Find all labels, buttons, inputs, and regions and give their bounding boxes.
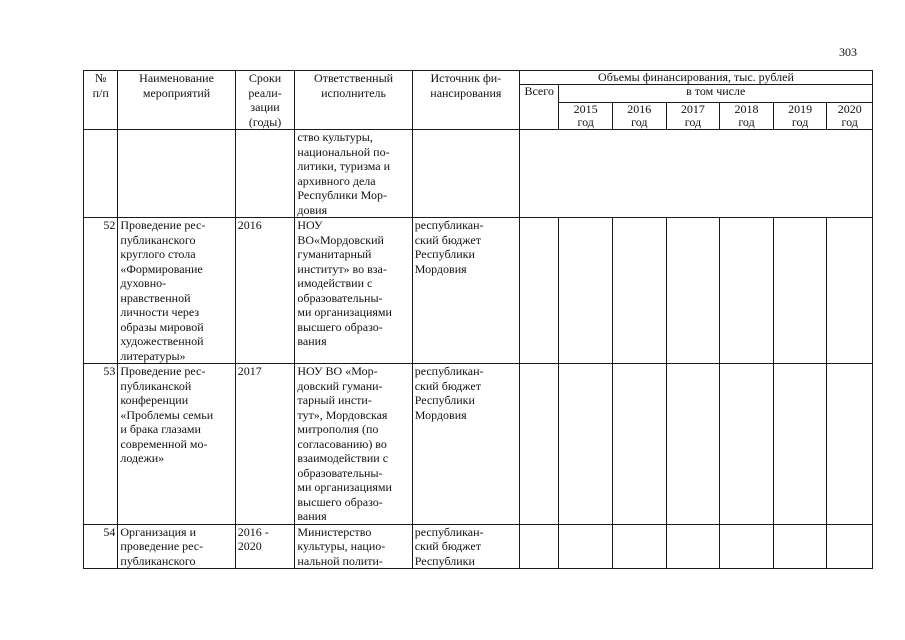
row-2017 [666,218,720,364]
row-2018 [720,524,774,569]
row-2016 [612,364,666,525]
row-2017 [666,524,720,569]
row-source [412,130,519,218]
row-2016 [612,218,666,364]
table-row [84,524,873,569]
row-2019 [773,218,827,364]
header-year-2016: 2016 год [612,103,666,130]
row-term: 2016 - 2020 [235,524,295,569]
funding-plan-table [83,70,873,569]
row-source: республикан- ский бюджет Республики Мордовия [412,364,519,525]
row-2018 [720,364,774,525]
row-total [519,524,558,569]
header-row-1 [84,71,873,85]
row-num: 52 [84,218,118,364]
header-num: № п/п [84,71,118,130]
header-name: Наименование мероприятий [118,71,235,130]
row-2020 [827,218,873,364]
row-source: республикан- ский бюджет Республики Мордовия [412,218,519,364]
table-row [84,364,873,525]
row-total [519,218,558,364]
row-term [235,130,295,218]
header-year-2018: 2018 год [720,103,774,130]
row-num [84,130,118,218]
header-year-2017: 2017 год [666,103,720,130]
row-funding-empty [519,130,872,218]
row-2015 [559,218,613,364]
header-funding: Объемы финансирования, тыс. рублей [519,71,872,85]
row-2018 [720,218,774,364]
header-year-2015: 2015 год [559,103,613,130]
row-executor: ство культуры, национальной по- литики, туризма и архивного дела Республики Мор- довия [295,130,412,218]
header-year-2019: 2019 год [773,103,827,130]
row-source: республикан- ский бюджет Республики [412,524,519,569]
row-name: Организация и проведение рес- публиканского [118,524,235,569]
row-term: 2016 [235,218,295,364]
row-executor: НОУ ВО«Мордовский гуманитарный институт» во вза- имодействии с образовательны- ми организациями высшего образо- вания [295,218,412,364]
row-2015 [559,524,613,569]
table-row [84,218,873,364]
row-name: Проведение рес- публиканской конференции «Проблемы семьи и брака глазами современной мо- лодежи» [118,364,235,525]
row-term: 2017 [235,364,295,525]
row-name: Проведение рес- публиканского круглого стола «Формирование духовно- нравственной личности через образы мировой художественной литературы» [118,218,235,364]
row-2019 [773,524,827,569]
header-source: Источник фи- нансирования [412,71,519,130]
row-2020 [827,364,873,525]
header-incl: в том числе [559,85,873,103]
table-row [84,130,873,218]
row-num: 53 [84,364,118,525]
row-executor: НОУ ВО «Мор- довский гумани- тарный инсти- тут», Мордовская митрополия (по согласованию) во взаимодействии с образовательны- ми организациями высшего образо- вания [295,364,412,525]
row-num: 54 [84,524,118,569]
header-year-2020: 2020 год [827,103,873,130]
header-term: Сроки реали- зации (годы) [235,71,295,130]
row-total [519,364,558,525]
row-2019 [773,364,827,525]
row-executor: Министерство культуры, нацио- нальной полити- [295,524,412,569]
row-name [118,130,235,218]
header-total: Всего [519,85,558,130]
row-2015 [559,364,613,525]
row-2020 [827,524,873,569]
row-2016 [612,524,666,569]
row-2017 [666,364,720,525]
header-executor: Ответственный исполнитель [295,71,412,130]
page-number: 303 [839,45,857,59]
